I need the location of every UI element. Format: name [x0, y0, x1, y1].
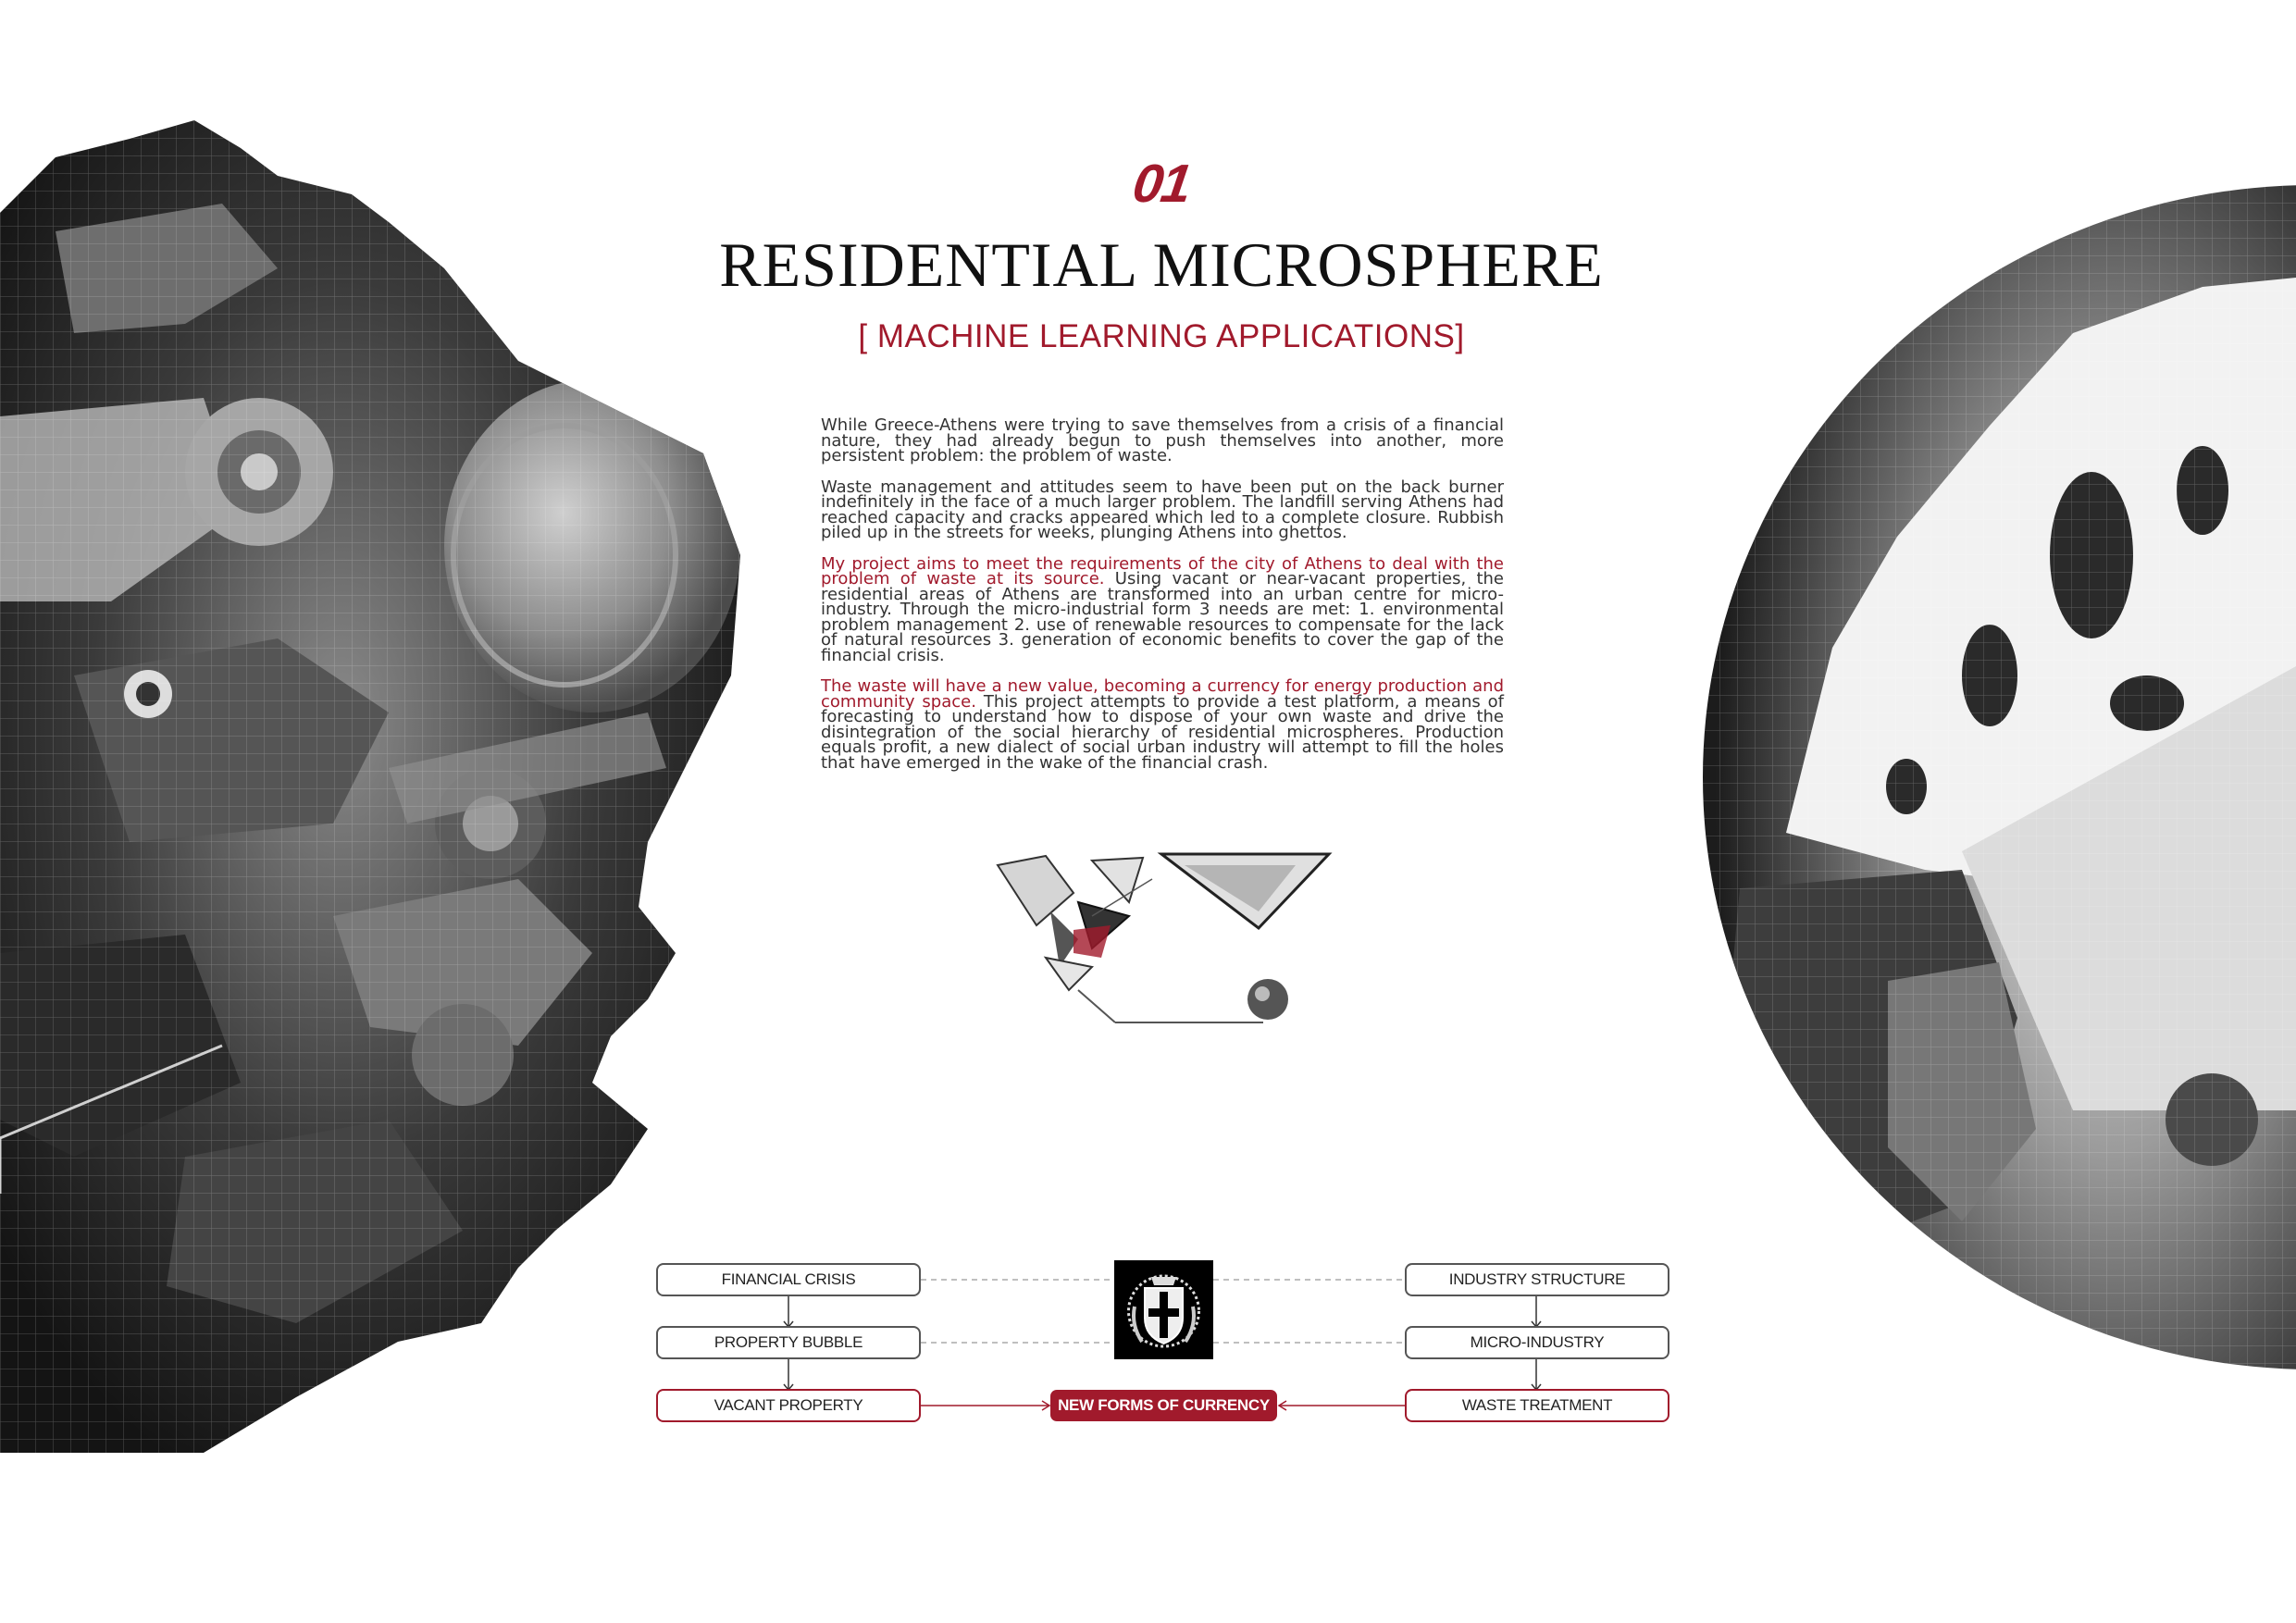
- box-vacant-property: VACANT PROPERTY: [656, 1389, 921, 1422]
- page-subtitle: [ MACHINE LEARNING APPLICATIONS]: [858, 318, 1465, 354]
- page-number: 01: [1129, 154, 1194, 214]
- body-text: [821, 415, 1505, 787]
- box-micro-industry: MICRO-INDUSTRY: [1405, 1326, 1669, 1359]
- box-financial-crisis: FINANCIAL CRISIS: [656, 1263, 921, 1296]
- box-waste-treatment: WASTE TREATMENT: [1405, 1389, 1669, 1422]
- paragraph-3-highlight: My project aims to meet the requirements of the city of Athens to deal with the problem of waste at its source.: [821, 553, 1504, 588]
- box-industry-structure: INDUSTRY STRUCTURE: [1405, 1263, 1669, 1296]
- paragraph-4-rest: This project attempts to provide a test platform, a means of forecasting to understand how to dispose of your own waste and drive the disintegration of the social hierarchy of residential microspheres. Production equals profit, a new dialect of social urban industry will attempt to fill the holes that have emerged in the wake of the financial crash.: [821, 691, 1504, 773]
- paragraph-3-rest: Using vacant or near-vacant properties, the residential areas of Athens are transformed into an urban centre for micro-industry. Through the micro-industrial form 3 needs are met: 1. environmental problem management 2. use of renewable resources to compensate for the lack of natural resources 3. generation of economic benefits to cover the gap of the financial crisis.: [821, 569, 1505, 665]
- page-title: RESIDENTIAL MICROSPHERE: [719, 229, 1604, 300]
- paragraph-2: Waste management and attitudes seem to have been put on the back burner indefinitely in the face of a much larger problem. The landfill serving Athens had reached capacity and cracks appeared which led to a complete closure. Rubbish piled up in the streets for weeks, plunging Athens into ghettos.: [821, 477, 1504, 542]
- box-property-bubble: PROPERTY BUBBLE: [656, 1326, 921, 1359]
- new-forms-of-currency-badge: NEW FORMS OF CURRENCY: [1050, 1390, 1277, 1421]
- paragraph-1: While Greece-Athens were trying to save themselves from a crisis of a financial nature, they had already begun to push themselves into another, more persistent problem: the problem of waste.: [821, 415, 1504, 465]
- paragraph-4: [821, 676, 1504, 773]
- greek-coat-of-arms-icon: [1114, 1260, 1213, 1359]
- paragraph-3: [821, 553, 1505, 665]
- paragraph-4-highlight: The waste will have a new value, becoming a currency for energy production and community space.: [821, 676, 1504, 712]
- exploded-geometry-illustration: [990, 837, 1342, 1032]
- right-machine-image: [1684, 185, 2296, 1406]
